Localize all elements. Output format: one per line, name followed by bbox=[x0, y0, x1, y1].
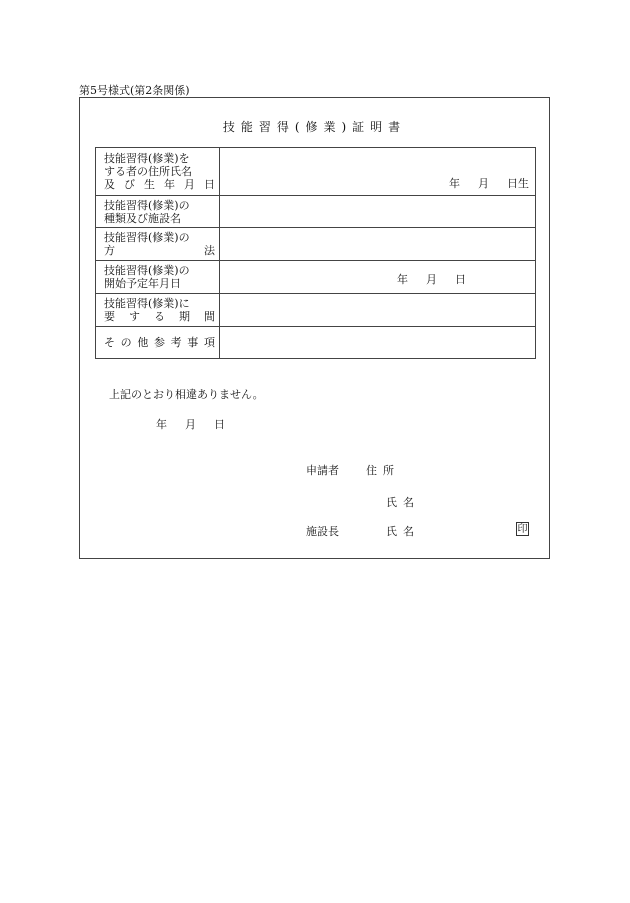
label-char: そ bbox=[104, 336, 115, 349]
label-spread-line bbox=[104, 336, 215, 349]
label-line: 種類及び施設名 bbox=[104, 211, 181, 225]
label-type bbox=[96, 196, 220, 228]
label-other bbox=[96, 327, 220, 359]
label-char: 期 bbox=[179, 310, 190, 323]
table-row-period bbox=[96, 294, 536, 327]
table-row-method bbox=[96, 228, 536, 261]
label-char: 項 bbox=[203, 336, 215, 349]
label-char: 及 bbox=[104, 178, 115, 191]
value-other[interactable] bbox=[220, 327, 536, 359]
document-title: 技能習得(修業)証明書 bbox=[222, 120, 407, 134]
value-start-date[interactable] bbox=[220, 261, 536, 294]
label-char: 生 bbox=[144, 178, 155, 191]
label-spread-line bbox=[104, 310, 215, 323]
sign-day: 日 bbox=[214, 418, 225, 431]
label-char: 月 bbox=[184, 178, 195, 191]
table-row-start-date bbox=[96, 261, 536, 294]
birth-month: 月 bbox=[478, 177, 489, 190]
label-line: 技能習得(修業)に bbox=[104, 297, 190, 310]
label-spread-line bbox=[104, 178, 215, 191]
label-char: び bbox=[124, 178, 135, 191]
table-row-type bbox=[96, 196, 536, 228]
label-period bbox=[96, 294, 220, 327]
director-name-label: 氏名 bbox=[386, 525, 420, 538]
label-char: 他 bbox=[137, 336, 149, 349]
value-applicant[interactable] bbox=[220, 148, 536, 196]
start-month: 月 bbox=[426, 273, 437, 286]
certificate-table bbox=[95, 147, 536, 359]
label-char: 間 bbox=[204, 310, 215, 323]
label-line: する者の住所氏名 bbox=[104, 165, 192, 178]
address-label: 住所 bbox=[366, 464, 400, 477]
table-row-applicant bbox=[96, 148, 536, 196]
sign-year: 年 bbox=[156, 418, 167, 431]
start-date bbox=[397, 271, 466, 287]
value-method[interactable] bbox=[220, 228, 536, 261]
label-start-date bbox=[96, 261, 220, 294]
birth-year: 年 bbox=[449, 177, 460, 190]
label-char: 年 bbox=[164, 178, 175, 191]
start-year: 年 bbox=[397, 273, 408, 286]
label-char: 要 bbox=[104, 310, 115, 323]
value-period[interactable] bbox=[220, 294, 536, 327]
director-label: 施設長 bbox=[306, 525, 339, 538]
label-char: 考 bbox=[170, 336, 182, 349]
sign-month: 月 bbox=[185, 418, 196, 431]
sign-date[interactable] bbox=[156, 416, 225, 432]
birth-day: 日生 bbox=[507, 177, 529, 190]
label-char: る bbox=[154, 310, 165, 323]
value-type[interactable] bbox=[220, 196, 536, 228]
label-char: 事 bbox=[187, 336, 199, 349]
label-spread-line bbox=[104, 244, 215, 257]
table-row-other bbox=[96, 327, 536, 359]
label-line: 技能習得(修業)の bbox=[104, 231, 190, 244]
label-char: 方 bbox=[104, 244, 115, 257]
label-applicant bbox=[96, 148, 220, 196]
label-char: 参 bbox=[153, 336, 165, 349]
label-line: 技能習得(修業)の bbox=[104, 198, 190, 212]
applicant-label: 申請者 bbox=[306, 464, 339, 477]
label-char: 法 bbox=[204, 244, 215, 257]
certificate-frame bbox=[79, 97, 550, 559]
label-char: の bbox=[120, 336, 132, 349]
seal-mark: 印 bbox=[517, 524, 528, 535]
label-line: 開始予定年月日 bbox=[104, 277, 181, 290]
statement-text: 上記のとおり相違ありません。 bbox=[109, 388, 264, 401]
label-line: 技能習得(修業)を bbox=[104, 152, 190, 165]
applicant-name-label: 氏名 bbox=[386, 496, 420, 509]
label-method bbox=[96, 228, 220, 261]
label-char: 日 bbox=[204, 178, 215, 191]
label-char: す bbox=[129, 310, 140, 323]
label-line: 技能習得(修業)の bbox=[104, 264, 190, 277]
birth-date bbox=[449, 175, 529, 191]
form-number: 第5号様式(第2条関係) bbox=[79, 84, 190, 97]
start-day: 日 bbox=[455, 273, 466, 286]
